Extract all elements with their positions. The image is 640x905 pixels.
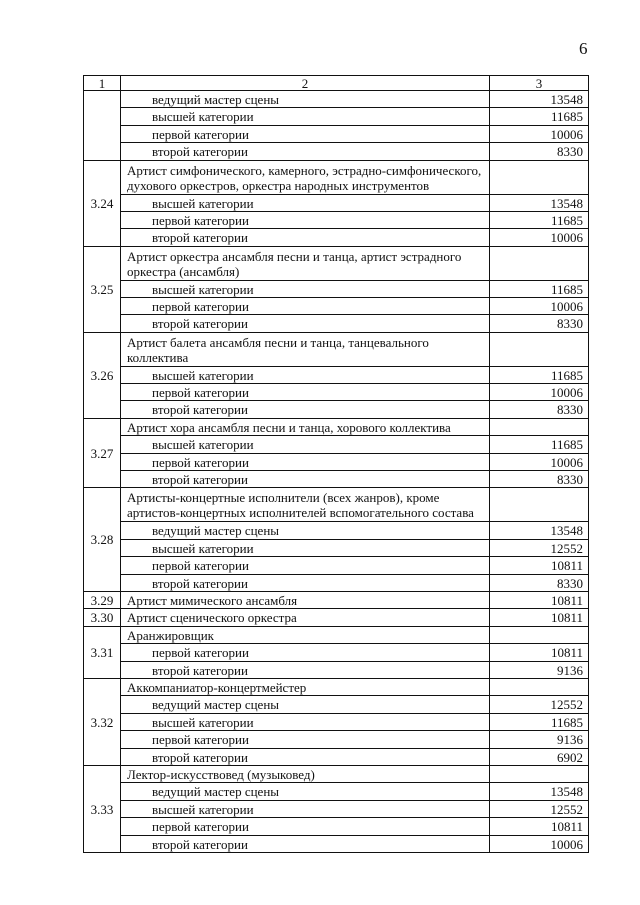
amount-value: 10006 [490, 298, 589, 315]
empty-amount-cell [490, 488, 589, 522]
row-number: 3.26 [84, 333, 121, 419]
category-label: второй категории [121, 471, 490, 488]
position-title-line: коллектива [127, 350, 189, 365]
position-title-line: Артист оркестра ансамбля песни и танца, артист эстрадного [127, 249, 462, 264]
category-label: высшей категории [121, 714, 490, 731]
amount-value: 10006 [490, 454, 589, 471]
amount-value: 13548 [490, 195, 589, 212]
amount-value: 10811 [490, 592, 589, 609]
position-title-line: Артист симфонического, камерного, эстрадно-симфонического, [127, 163, 482, 178]
amount-value: 8330 [490, 401, 589, 419]
category-label: первой категории [121, 126, 490, 143]
amount-value: 13548 [490, 522, 589, 540]
empty-amount-cell [490, 247, 589, 281]
category-label: ведущий мастер сцены [121, 783, 490, 801]
amount-value: 10006 [490, 126, 589, 143]
category-label: второй категории [121, 143, 490, 161]
position-title-line: Лектор-искусствовед (музыковед) [127, 766, 315, 782]
category-label: ведущий мастер сцены [121, 522, 490, 540]
amount-value: 9136 [490, 731, 589, 749]
category-label: высшей категории [121, 801, 490, 818]
row-number: 3.28 [84, 488, 121, 592]
category-label: первой категории [121, 212, 490, 229]
page-number: 6 [579, 39, 588, 58]
amount-value: 10811 [490, 557, 589, 575]
category-label: высшей категории [121, 195, 490, 212]
amount-value: 10811 [490, 609, 589, 627]
amount-value: 12552 [490, 540, 589, 557]
empty-amount-cell [490, 333, 589, 367]
category-label: первой категории [121, 384, 490, 401]
row-number: 3.32 [84, 679, 121, 766]
category-label: высшей категории [121, 281, 490, 298]
category-label: первой категории [121, 454, 490, 471]
empty-amount-cell [490, 679, 589, 696]
amount-value: 11685 [490, 436, 589, 454]
amount-value: 8330 [490, 575, 589, 592]
amount-value: 13548 [490, 783, 589, 801]
amount-value: 10006 [490, 229, 589, 247]
category-label: первой категории [121, 644, 490, 662]
column-header-1: 1 [84, 76, 121, 91]
position-title [121, 609, 490, 627]
row-number: 3.29 [84, 592, 121, 609]
amount-value: 11685 [490, 714, 589, 731]
amount-value: 9136 [490, 662, 589, 679]
row-number: 3.25 [84, 247, 121, 333]
amount-value: 8330 [490, 143, 589, 161]
position-title [121, 488, 490, 522]
position-title [121, 592, 490, 609]
amount-value: 12552 [490, 801, 589, 818]
amount-value: 8330 [490, 471, 589, 488]
amount-value: 11685 [490, 367, 589, 384]
empty-amount-cell [490, 419, 589, 436]
category-label: первой категории [121, 818, 490, 836]
row-number: 3.24 [84, 161, 121, 247]
amount-value: 11685 [490, 212, 589, 229]
category-label: второй категории [121, 575, 490, 592]
empty-number-cell [84, 91, 121, 161]
amount-value: 10811 [490, 818, 589, 836]
category-label: первой категории [121, 557, 490, 575]
position-title-line: Артист балета ансамбля песни и танца, танцевального [127, 335, 429, 350]
amount-value: 10006 [490, 836, 589, 853]
position-title [121, 333, 490, 367]
category-label: второй категории [121, 229, 490, 247]
column-header-2: 2 [121, 76, 490, 91]
category-label: высшей категории [121, 108, 490, 126]
position-title-line: артистов-концертных исполнителей вспомогательного состава [127, 505, 474, 520]
row-number: 3.31 [84, 627, 121, 679]
category-label: второй категории [121, 401, 490, 419]
row-number: 3.30 [84, 609, 121, 627]
category-label: второй категории [121, 662, 490, 679]
category-label: высшей категории [121, 540, 490, 557]
position-title-line: оркестра (ансамбля) [127, 264, 240, 279]
position-title-line: Артист мимического ансамбля [127, 592, 298, 608]
amount-value: 13548 [490, 91, 589, 108]
position-title [121, 247, 490, 281]
amount-value: 8330 [490, 315, 589, 333]
position-title [121, 161, 490, 195]
amount-value: 10006 [490, 384, 589, 401]
position-title-line: Аккомпаниатор-концертмейстер [127, 679, 307, 695]
category-label: первой категории [121, 298, 490, 315]
row-number: 3.27 [84, 419, 121, 488]
position-title [121, 627, 490, 644]
position-title-line: Артисты-концертные исполнители (всех жанров), кроме [127, 490, 440, 505]
amount-value: 12552 [490, 696, 589, 714]
position-title-line: Аранжировщик [127, 627, 214, 643]
category-label: первой категории [121, 731, 490, 749]
position-title [121, 419, 490, 436]
rates-table [83, 75, 589, 853]
position-title-line: Артист сценического оркестра [127, 610, 297, 625]
empty-amount-cell [490, 627, 589, 644]
amount-value: 11685 [490, 281, 589, 298]
category-label: высшей категории [121, 436, 490, 454]
category-label: ведущий мастер сцены [121, 696, 490, 714]
empty-amount-cell [490, 161, 589, 195]
position-title [121, 679, 490, 696]
category-label: второй категории [121, 315, 490, 333]
category-label: второй категории [121, 836, 490, 853]
amount-value: 10811 [490, 644, 589, 662]
category-label: второй категории [121, 749, 490, 766]
position-title [121, 766, 490, 783]
category-label: ведущий мастер сцены [121, 91, 490, 108]
position-title-line: духового оркестров, оркестра народных инструментов [127, 178, 430, 193]
amount-value: 6902 [490, 749, 589, 766]
amount-value: 11685 [490, 108, 589, 126]
category-label: высшей категории [121, 367, 490, 384]
column-header-3: 3 [490, 76, 589, 91]
position-title-line: Артист хора ансамбля песни и танца, хорового коллектива [127, 419, 451, 435]
row-number: 3.33 [84, 766, 121, 853]
empty-amount-cell [490, 766, 589, 783]
